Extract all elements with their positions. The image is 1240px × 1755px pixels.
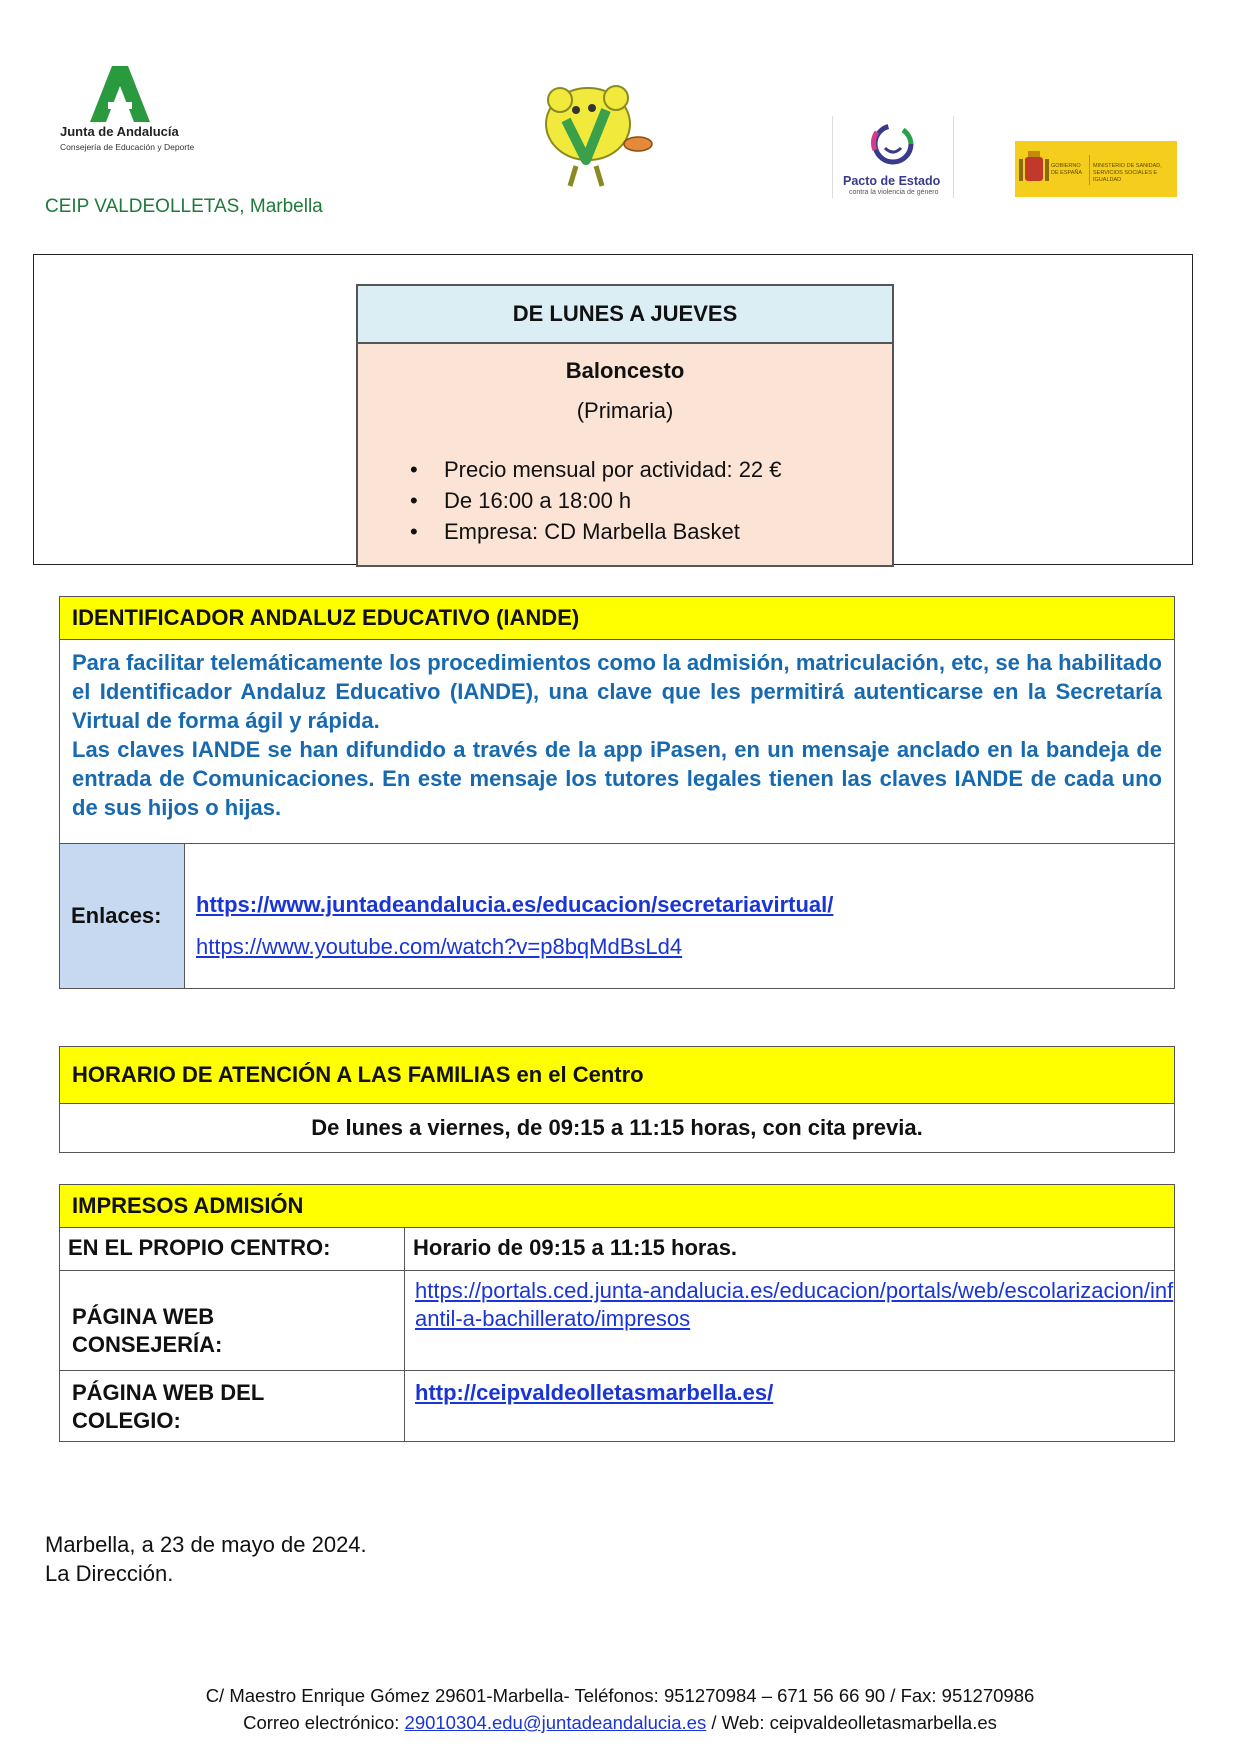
footer-contact: [0, 1709, 1240, 1736]
pacto-estado-logo: [832, 116, 954, 198]
iande-section: [59, 596, 1175, 989]
gobierno-label: GOBIERNO DE ESPAÑA: [1051, 163, 1083, 176]
footer-web: / Web: ceipvaldeolletasmarbella.es: [706, 1712, 997, 1733]
links-values: [185, 844, 1174, 988]
iande-heading: IDENTIFICADOR ANDALUZ EDUCATIVO (IANDE): [60, 597, 1174, 640]
pacto-title: Pacto de Estado: [843, 174, 941, 188]
junta-andalucia-logo: [52, 66, 195, 162]
impresos-colegio-label: PÁGINA WEB DEL COLEGIO:: [60, 1371, 405, 1441]
impresos-centro-label: EN EL PROPIO CENTRO:: [60, 1228, 405, 1270]
activity-body: [358, 344, 892, 565]
impresos-heading: IMPRESOS ADMISIÓN: [60, 1185, 1174, 1228]
activity-table: [356, 284, 894, 567]
colegio-web-link[interactable]: http://ceipvaldeolletasmarbella.es/: [415, 1380, 774, 1405]
footer: [0, 1682, 1240, 1736]
impresos-section: [59, 1184, 1175, 1442]
horario-heading-rest: en el Centro: [510, 1062, 644, 1087]
footer-address: C/ Maestro Enrique Gómez 29601-Marbella- Teléfonos: 951270984 – 671 56 66 90 / Fax: 951270986: [205, 1685, 1035, 1706]
activity-subtitle: (Primaria): [576, 398, 674, 423]
junta-a-icon: [90, 66, 150, 122]
activity-details-list: [358, 454, 892, 547]
youtube-link[interactable]: https://www.youtube.com/watch?v=p8bqMdBsLd4: [196, 934, 683, 959]
activity-title: Baloncesto: [565, 358, 685, 383]
gobierno-espana-logo: [1015, 141, 1177, 197]
secretaria-virtual-link[interactable]: https://www.juntadeandalucia.es/educacion/secretariavirtual/: [196, 892, 834, 917]
footer-email-prefix: Correo electrónico:: [243, 1712, 405, 1733]
iande-description: [60, 640, 1174, 844]
place-date: Marbella, a 23 de mayo de 2024.: [45, 1532, 367, 1557]
signature: La Dirección.: [45, 1561, 174, 1586]
impresos-colegio-value: [405, 1371, 1174, 1441]
iande-paragraph-2: Las claves IANDE se han difundido a través de la app iPasen, en un mensaje anclado en la bandeja de entrada de Comunicaciones. En este mensaje los tutores legales tienen las claves IANDE de cada uno de sus hijos o hijas.: [72, 737, 1162, 820]
activity-schedule: • De 16:00 a 18:00 h: [358, 485, 892, 516]
horario-heading: [60, 1047, 1174, 1104]
iande-links-row: [60, 844, 1174, 988]
footer-email-link[interactable]: 29010304.edu@juntadeandalucia.es: [404, 1712, 707, 1733]
impresos-consejeria-value: [405, 1271, 1174, 1370]
junta-subtitle: Consejería de Educación y Deporte: [60, 142, 195, 152]
pacto-circle-icon: [863, 120, 923, 170]
activity-price: • Precio mensual por actividad: 22 €: [358, 454, 892, 485]
activity-heading: DE LUNES A JUEVES: [358, 286, 892, 344]
impresos-consejeria-label: PÁGINA WEB CONSEJERÍA:: [60, 1271, 405, 1370]
horario-body: De lunes a viernes, de 09:15 a 11:15 horas, con cita previa.: [311, 1115, 923, 1140]
pacto-subtitle: contra la violencia de género: [849, 189, 939, 196]
impresos-centro-value: Horario de 09:15 a 11:15 horas.: [413, 1235, 738, 1260]
junta-title: Junta de Andalucía: [60, 124, 179, 139]
impresos-row-colegio: [60, 1371, 1174, 1441]
mascot-icon: [536, 80, 656, 192]
school-name: CEIP VALDEOLLETAS, Marbella: [45, 196, 323, 217]
horario-heading-bold: HORARIO DE ATENCIÓN A LAS FAMILIAS: [72, 1062, 511, 1087]
ministerio-label: MINISTERIO DE SANIDAD, SERVICIOS SOCIALES E IGUALDAD: [1093, 163, 1162, 183]
impresos-row-centro: [60, 1228, 1174, 1271]
horario-section: [59, 1046, 1175, 1153]
closing-block: [45, 1530, 367, 1588]
iande-paragraph-1: Para facilitar telemáticamente los procedimientos como la admisión, matriculación, etc, se ha habilitado el Identificador Andaluz Educativo (IANDE), una clave que les permitirá autenticarse en la Secretaría Virtual de forma ágil y rápida.: [72, 650, 1162, 733]
consejeria-impresos-link[interactable]: https://portals.ced.junta-andalucia.es/educacion/portals/web/escolarizacion/infantil-a-bachillerato/impresos: [415, 1278, 1174, 1331]
links-label: Enlaces:: [60, 844, 185, 988]
activity-company: • Empresa: CD Marbella Basket: [358, 516, 892, 547]
coat-of-arms-icon: [1019, 151, 1049, 187]
impresos-row-consejeria: [60, 1271, 1174, 1371]
school-mascot-logo: [536, 80, 656, 192]
